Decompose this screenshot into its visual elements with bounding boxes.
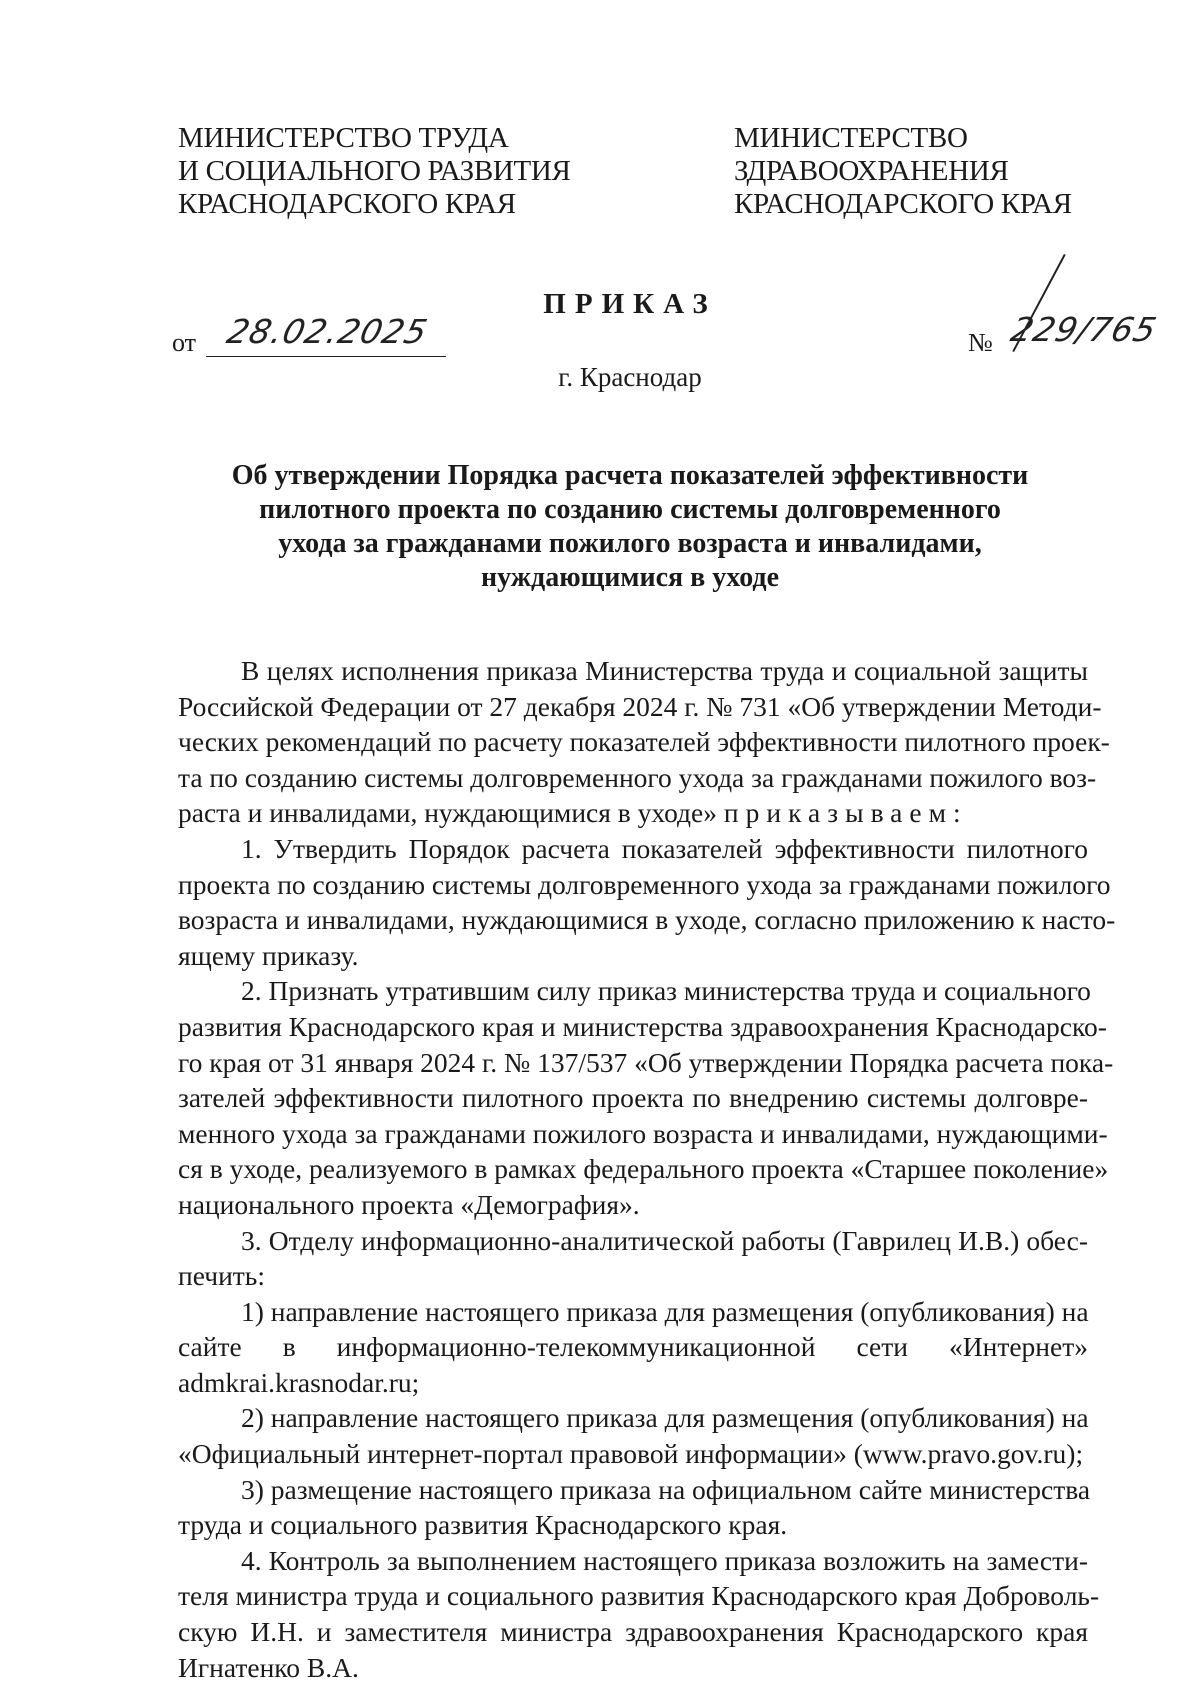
body-line-7: проекта по созданию системы долговременного ухода за гражданами пожилого (178, 868, 1111, 900)
title-line-1: Об утверждении Порядка расчета показателей эффективности (231, 460, 1029, 491)
prikazyvaem-word: приказываем: (723, 797, 968, 829)
header-left-line-3: КРАСНОДАРСКОГО КРАЯ (178, 188, 516, 220)
body-line-24: 3) размещение настоящего приказа на официальном сайте министерства (241, 1473, 1091, 1505)
number-field (1007, 300, 1161, 356)
handwritten-date: 28.02.2025 (223, 312, 432, 351)
document-body (178, 653, 1116, 1685)
number-prefix: № (968, 328, 993, 357)
body-line-18: печить: (178, 1260, 265, 1292)
date-field (206, 302, 446, 357)
body-line-17: 3. Отделу информационно-аналитической работы (Гаврилец И.В.) обес- (241, 1224, 1088, 1256)
body-line-12: го края от 31 января 2024 г. № 137/537 «Об утверждении Порядка расчета пока- (178, 1046, 1114, 1078)
body-line-9: ящему приказу. (178, 939, 359, 971)
body-line-14: менного ухода за гражданами пожилого возраста и инвалидами, нуждающими- (178, 1117, 1108, 1149)
body-line-8: возраста и инвалидами, нуждающимися в уходе, согласно приложению к насто- (178, 904, 1116, 936)
body-line-16: национального проекта «Демография». (178, 1188, 640, 1220)
body-line-25: труда и социального развития Краснодарского края. (178, 1509, 788, 1541)
date-prefix: от (172, 328, 197, 357)
body-line-1: В целях исполнения приказа Министерства труда и социальной защиты (241, 655, 1088, 686)
body-line-19: 1) направление настоящего приказа для размещения (опубликования) на (241, 1295, 1089, 1327)
body-line-20: сайте в информационно-телекоммуникационной сети «Интернет» (178, 1331, 1088, 1363)
body-line-4: та по созданию системы долговременного ухода за гражданами пожилого воз- (178, 761, 1097, 793)
body-line-26: 4. Контроль за выполнением настоящего приказа возложить на замести- (241, 1544, 1088, 1576)
document-title (180, 459, 1080, 595)
body-line-2: Российской Федерации от 27 декабря 2024 г. № 731 «Об утверждении Методи- (178, 690, 1102, 722)
title-line-2: пилотного проекта по созданию системы долговременного (259, 494, 1001, 525)
header-left-line-1: МИНИСТЕРСТВО ТРУДА (178, 122, 509, 154)
number-block (968, 310, 1161, 358)
title-line-4: нуждающимися в уходе (480, 562, 780, 593)
handwritten-number: 229/765 (1007, 310, 1161, 349)
body-line-3: ческих рекомендаций по расчету показателей эффективности пилотного проек- (178, 726, 1110, 758)
body-line-27: теля министра труда и социального развития Краснодарского края Доброволь- (178, 1580, 1100, 1612)
header-right-line-2: ЗДРАВООХРАНЕНИЯ (734, 155, 1009, 187)
document-type-heading: ПРИКАЗ (543, 288, 717, 320)
body-line-23: «Официальный интернет-портал правовой информации» (www.pravo.gov.ru); (178, 1438, 1084, 1470)
city-line: г. Краснодар (558, 362, 702, 392)
header-ministry-labor (178, 122, 571, 221)
header-right-line-1: МИНИСТЕРСТВО (734, 122, 968, 154)
body-line-5 (178, 795, 1088, 831)
body-line-13: зателей эффективности пилотного проекта по внедрению системы долговре- (178, 1082, 1088, 1114)
body-line-15: ся в уходе, реализуемого в рамках федерального проекта «Старшее поколение» (178, 1153, 1109, 1185)
header-left-line-2: И СОЦИАЛЬНОГО РАЗВИТИЯ (178, 155, 571, 187)
body-line-10: 2. Признать утратившим силу приказ министерства труда и социального (241, 975, 1091, 1007)
title-line-3: ухода за гражданами пожилого возраста и инвалидами, (278, 528, 982, 559)
body-line-11: развития Краснодарского края и министерства здравоохранения Краснодарско- (178, 1010, 1107, 1042)
date-block (172, 312, 432, 358)
body-line-21: admkrai.krasnodar.ru; (178, 1366, 420, 1398)
header-right-line-3: КРАСНОДАРСКОГО КРАЯ (734, 188, 1072, 220)
body-line-28: скую И.Н. и заместителя министра здравоохранения Краснодарского края (178, 1616, 1088, 1648)
body-line-22: 2) направление настоящего приказа для размещения (опубликования) на (241, 1402, 1089, 1434)
body-line-29: Игнатенко В.А. (178, 1651, 359, 1683)
body-line-5-text: раста и инвалидами, нуждающимися в уходе» (178, 797, 718, 829)
header-ministry-health (734, 122, 1072, 221)
body-line-6: 1. Утвердить Порядок расчета показателей эффективности пилотного (241, 832, 1088, 864)
